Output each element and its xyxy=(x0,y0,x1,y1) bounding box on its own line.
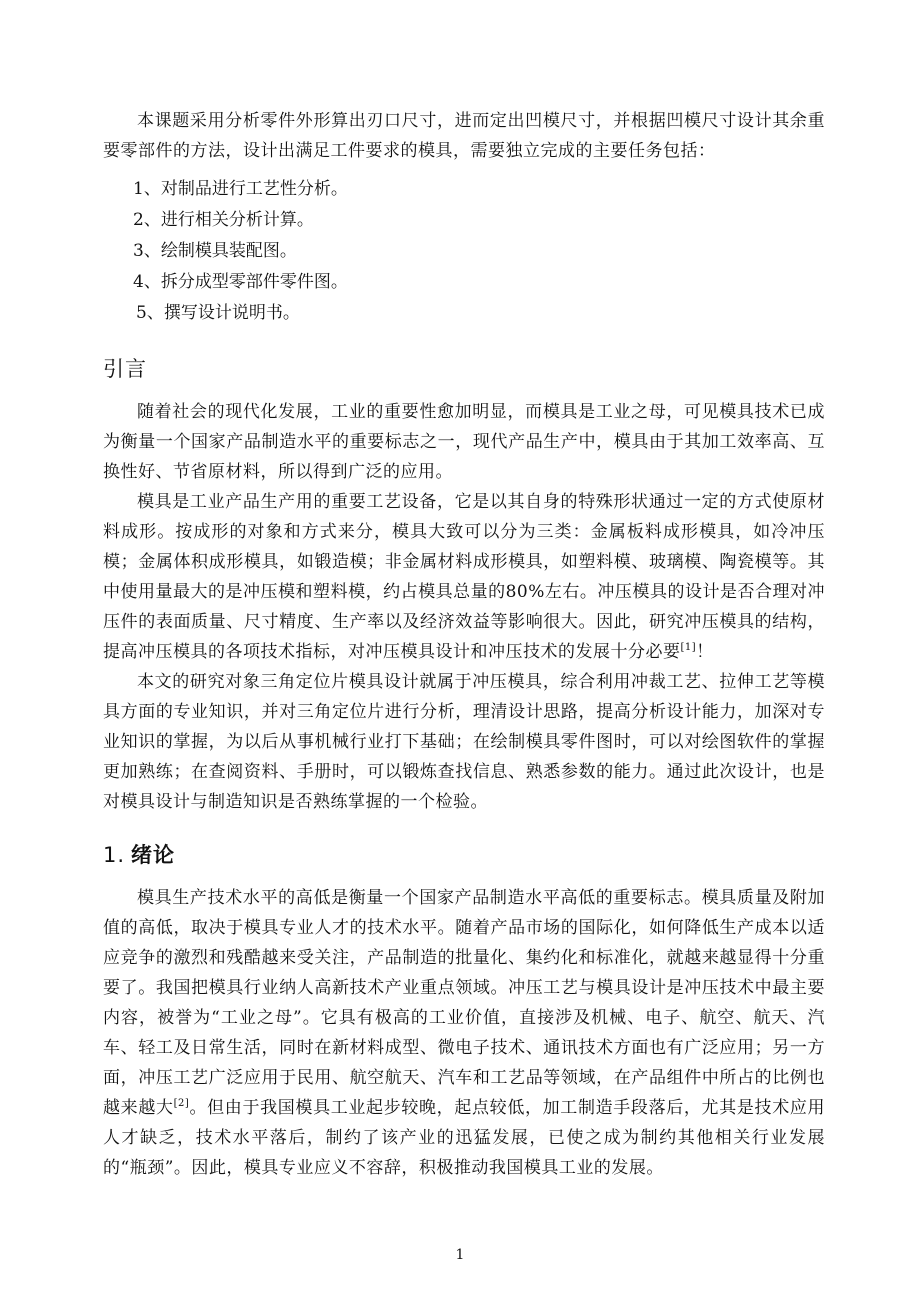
page-number: 1 xyxy=(455,1247,465,1263)
section-1-paragraph-1 xyxy=(103,883,825,1183)
citation-ref-2: [2] xyxy=(173,1098,190,1109)
task-item-4: 4、拆分成型零部件零件图。 xyxy=(133,272,348,292)
introduction-paragraph-2 xyxy=(103,487,825,667)
heading-introduction: 引言 xyxy=(103,357,147,381)
task-list xyxy=(103,174,825,329)
section-1-title: 绪论 xyxy=(131,843,176,867)
introduction-paragraph-3: 本文的研究对象三角定位片模具设计就属于冲压模具，综合利用冲裁工艺、拉伸工艺等模具方面的专业知识，并对三角定位片进行分析，理清设计思路，提高分析设计能力，加深对专业知识的掌握，为以后从事机械行业打下基础；在绘制模具零件图时，可以对绘图软件的掌握更加熟练；在查阅资料、手册时，可以锻炼查找信息、熟悉参数的能力。通过此次设计，也是对模具设计与制造知识是否熟练掌握的一个检验。 xyxy=(103,672,825,812)
introduction-paragraph-2-text: 模具是工业产品生产用的重要工艺设备，它是以其自身的特殊形状通过一定的方式使原材料成形。按成形的对象和方式来分，模具大致可以分为三类：金属板料成形模具，如冷冲压模；金属体积成形模具，如锻造模；非金属材料成形模具，如塑料模、玻璃模、陶瓷模等。其中使用量最大的是冲压模和塑料模，约占模具总量的80%左右。冲压模具的设计是否合理对冲压件的表面质量、尺寸精度、生产率以及经济效益等影响很大。因此，研究冲压模具的结构，提高冲压模具的各项技术指标，对冲压模具设计和冲压技术的发展十分必要 xyxy=(103,492,825,662)
citation-ref-1: [1] xyxy=(680,642,697,653)
page-content xyxy=(103,106,825,1183)
introduction-paragraph-2-end: ！ xyxy=(696,642,714,662)
heading-section-1 xyxy=(103,839,825,869)
section-1-paragraph-1-text: 模具生产技术水平的高低是衡量一个国家产品制造水平高低的重要标志。模具质量及附加值的高低，取决于模具专业人才的技术水平。随着产品市场的国际化，如何降低生产成本以适应竞争的激烈和残酷越来受关注，产品制造的批量化、集约化和标准化，就越来越显得十分重要了。我国把模具行业纳人高新技术产业重点领域。冲压工艺与模具设计是冲压技术中最主要内容，被誉为“工业之母”。它具有极高的工业价值，直接涉及机械、电子、航空、航天、汽车、轻工及日常生活，同时在新材料成型、微电子技术、通讯技术方面也有广泛应用；另一方面，冲压工艺广泛应用于民用、航空航天、汽车和工艺品等领域，在产品组件中所占的比例也越来越大 xyxy=(103,888,825,1118)
introduction-paragraph-1: 随着社会的现代化发展，工业的重要性愈加明显，而模具是工业之母，可见模具技术已成为衡量一个国家产品制造水平的重要标志之一，现代产品生产中，模具由于其加工效率高、互换性好、节省原材料，所以得到广泛的应用。 xyxy=(103,402,825,482)
intro-paragraph: 本课题采用分析零件外形算出刃口尺寸，进而定出凹模尺寸，并根据凹模尺寸设计其余重要零部件的方法，设计出满足工件要求的模具，需要独立完成的主要任务包括： xyxy=(103,111,825,161)
task-item-3: 3、绘制模具装配图。 xyxy=(133,241,297,261)
section-1-paragraph-1-rest: 。但由于我国模具工业起步较晚，起点较低，加工制造手段落后，尤其是技术应用人才缺乏，技术水平落后，制约了该产业的迅猛发展，已使之成为制约其他相关行业发展的“瓶颈”。因此，模具专业应义不容辞，积极推动我国模具工业的发展。 xyxy=(103,1098,826,1178)
task-item-1: 1、对制品进行工艺性分析。 xyxy=(133,179,348,199)
task-item-2: 2、进行相关分析计算。 xyxy=(133,210,314,230)
section-1-number: 1. xyxy=(103,843,126,867)
task-item-5: 5、撰写设计说明书。 xyxy=(136,303,300,323)
